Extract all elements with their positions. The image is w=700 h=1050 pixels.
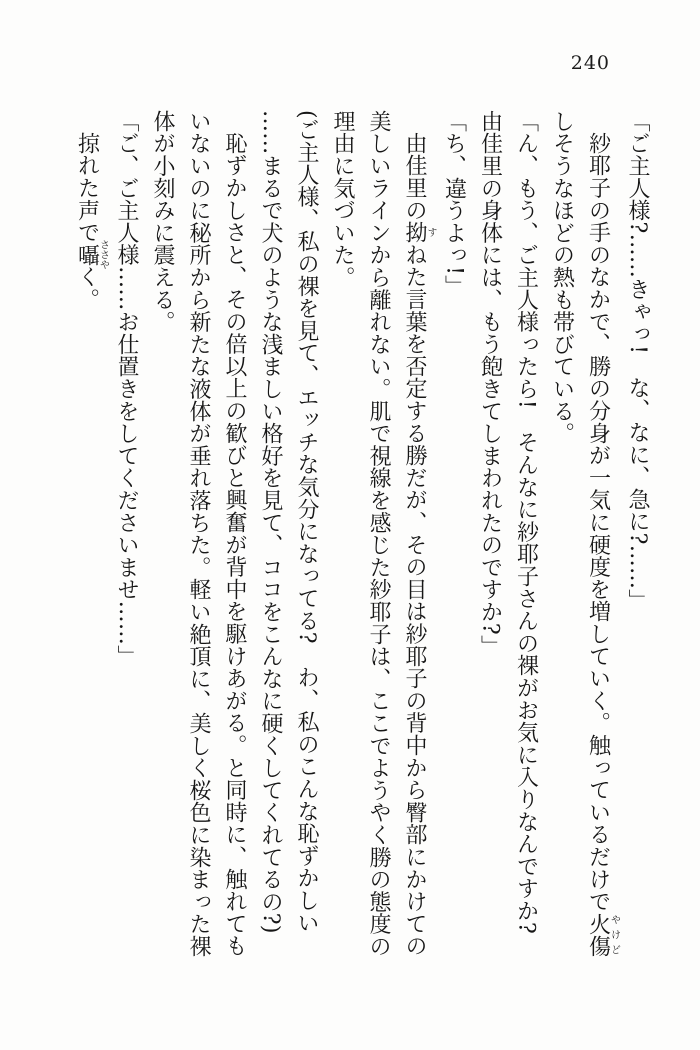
- text-column: 「ご主人様?……きゃっ! な、なに、急に?……」: [625, 110, 650, 612]
- text-column: 「ち、違うよっ!」: [441, 110, 467, 298]
- page-number: 240: [570, 52, 610, 74]
- text-block: [74, 110, 655, 960]
- text-column: 「ん、もう、ご主人様ったら! そんなに紗耶子さんの裸がお気に入りなんですか?: [513, 110, 539, 935]
- text-column: (ご主人様、私の裸を見て、エッチな気分になってる? わ、私のこんな恥ずかしい: [294, 110, 319, 934]
- text-column: ……まるで犬のような浅ましい格好を見て、ココをこんなに硬くしてくれてるの?): [258, 110, 283, 934]
- text-column: 紗耶子の手のなかで、勝の分身が一気に硬度を増していく。触っているだけで火傷やけど: [585, 132, 620, 958]
- text-column: 恥ずかしさと、その倍以上の歓びと興奮が背中を駆けあがる。と同時に、触れても: [222, 132, 247, 958]
- ruby-annotated-word: 火傷やけど: [585, 912, 620, 958]
- text-column: 理由に気づいた。: [330, 110, 355, 289]
- ruby-annotated-word: 囁ささや: [74, 239, 109, 270]
- text-column: 体が小刻みに震える。: [150, 110, 175, 333]
- text-column: 「ご、ご主人様……お仕置きをしてくださいませ……」: [114, 110, 139, 668]
- text-column: いないのに秘所から新たな液体が垂れ落ちた。軽い絶頂に、美しく桜色に染まった裸: [186, 110, 211, 958]
- text-column: 掠れた声で囁ささやく。: [74, 132, 109, 311]
- text-column: 由佳里の拗すねた言葉を否定する勝だが、その目は紗耶子の背中から臀部にかけての: [402, 132, 436, 958]
- text-column: 美しいラインから離れない。肌で視線を感じた紗耶子は、ここでようやく勝の態度の: [366, 110, 391, 958]
- ruby-annotated-word: 拗す: [402, 221, 436, 244]
- text-column: 由佳里の身体には、もう飽きてしまわれたのですか?」: [477, 110, 503, 658]
- text-column: しそうなほどの熱も帯びている。: [549, 110, 575, 445]
